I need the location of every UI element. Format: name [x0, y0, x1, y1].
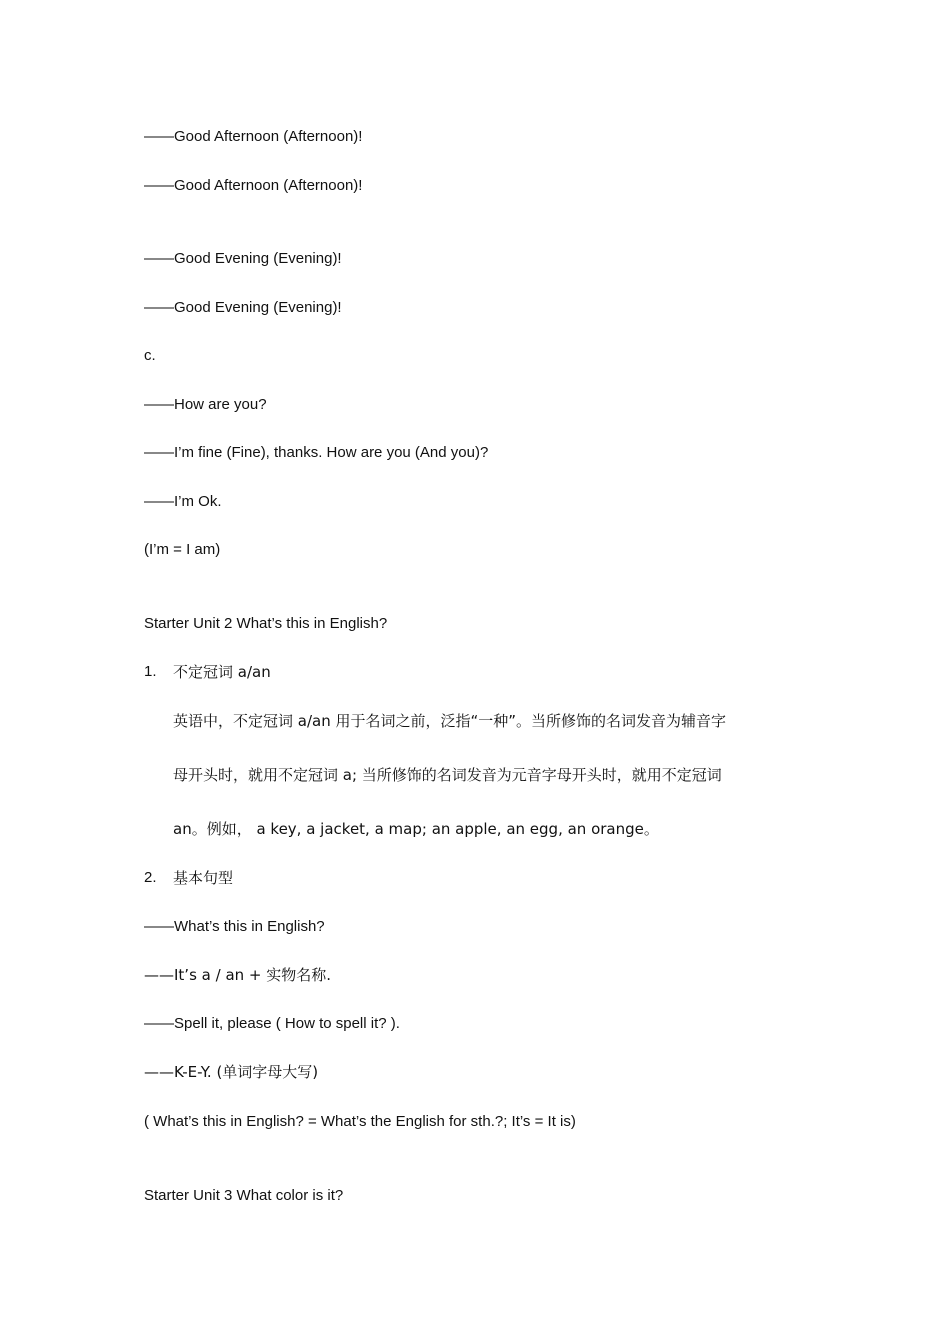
list-item-title: 不定冠词 a/an — [173, 663, 271, 681]
note-line: ( What’s this in English? = What’s the English for sth.?; It’s = It is) — [144, 1113, 576, 1130]
unit-heading: Starter Unit 2 What’s this in English? — [144, 615, 388, 632]
section-marker: c. — [144, 347, 156, 364]
list-item-title: 基本句型 — [173, 869, 234, 887]
dialogue-line: ——Good Afternoon (Afternoon)! — [144, 177, 363, 194]
paragraph-line: 母开头时，就用不定冠词 a; 当所修饰的名词发音为元音字母开头时，就用不定冠词 — [173, 766, 722, 784]
dialogue-line: ——K-E-Y. (单词字母大写) — [144, 1063, 319, 1081]
dialogue-line: ——I’m fine (Fine), thanks. How are you (And you)? — [144, 444, 489, 461]
dialogue-line: ——Spell it, please ( How to spell it? ). — [144, 1015, 400, 1032]
list-number: 2. — [144, 869, 157, 886]
unit-heading: Starter Unit 3 What color is it? — [144, 1187, 344, 1204]
dialogue-line: ——Good Evening (Evening)! — [144, 299, 342, 316]
dialogue-line: ——What’s this in English? — [144, 918, 325, 935]
paragraph-line: 英语中，不定冠词 a/an 用于名词之前，泛指“一种”。当所修饰的名词发音为辅音字 — [173, 712, 727, 730]
note-line: (I’m = I am) — [144, 541, 221, 558]
dialogue-line: ——Good Evening (Evening)! — [144, 250, 342, 267]
list-number: 1. — [144, 663, 157, 680]
paragraph-line: an。例如， a key, a jacket, a map; an apple, an egg, an orange。 — [173, 820, 659, 838]
dialogue-line: ——I’m Ok. — [144, 493, 222, 510]
dialogue-line: ——It’s a / an + 实物名称. — [144, 966, 332, 984]
dialogue-line: ——Good Afternoon (Afternoon)! — [144, 128, 363, 145]
dialogue-line: ——How are you? — [144, 396, 267, 413]
